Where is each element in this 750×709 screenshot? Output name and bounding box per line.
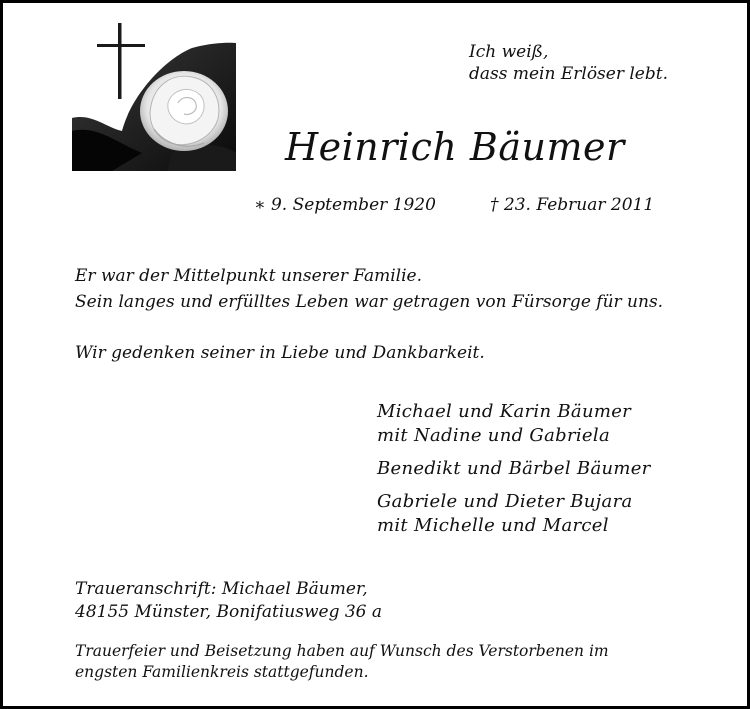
family-group-3	[377, 490, 633, 538]
cross-icon	[97, 23, 145, 99]
notice-line-2: engsten Familienkreis stattgefunden.	[75, 663, 369, 681]
death-date: † 23. Februar 2011	[490, 195, 655, 215]
tribute-line-1: Er war der Mittelpunkt unserer Familie.	[75, 266, 423, 286]
address-line-1: Traueranschrift: Michael Bäumer,	[75, 579, 368, 599]
family-group-1	[377, 400, 631, 448]
tribute-line-2: Sein langes und erfülltes Leben war getragen von Fürsorge für uns.	[75, 292, 664, 312]
address-line-2: 48155 Münster, Bonifatiusweg 36 a	[75, 602, 383, 622]
tribute-text	[75, 263, 663, 315]
motto-line-1: Ich weiß,	[469, 42, 549, 62]
rose-image	[72, 3, 236, 171]
cross-rose-image	[72, 3, 236, 171]
family-line: Benedikt und Bärbel Bäumer	[377, 458, 651, 479]
motto-line-2: dass mein Erlöser lebt.	[469, 64, 668, 84]
notice-line-1: Trauerfeier und Beisetzung haben auf Wunsch des Verstorbenen im	[75, 642, 609, 660]
mourning-address	[75, 578, 382, 624]
birth-date: ∗ 9. September 1920	[254, 195, 436, 215]
family-line: mit Nadine und Gabriela	[377, 425, 610, 446]
family-group-2	[377, 457, 651, 481]
family-line: mit Michelle und Marcel	[377, 515, 609, 536]
family-line: Gabriele und Dieter Bujara	[377, 491, 633, 512]
motto	[469, 41, 668, 85]
deceased-name: Heinrich Bäumer	[285, 125, 625, 169]
remembrance-text: Wir gedenken seiner in Liebe und Dankbarkeit.	[75, 343, 485, 363]
family-line: Michael und Karin Bäumer	[377, 401, 632, 422]
funeral-notice	[75, 641, 683, 683]
